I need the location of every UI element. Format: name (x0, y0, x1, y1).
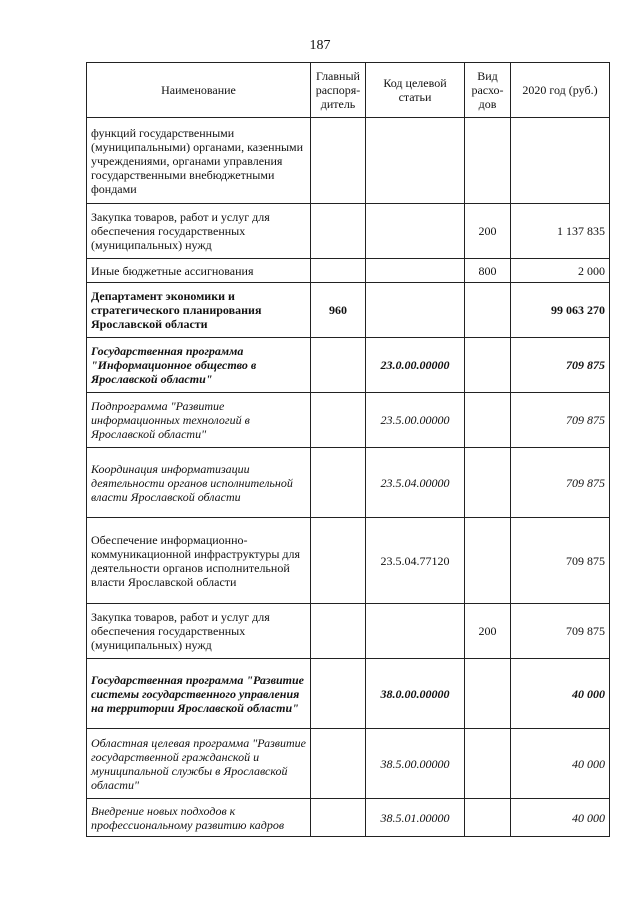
table-row (87, 338, 610, 393)
cell-type (465, 448, 511, 518)
cell-type (465, 393, 511, 448)
cell-code: 23.5.00.00000 (366, 393, 465, 448)
cell-code: 38.5.01.00000 (366, 799, 465, 837)
cell-code: 23.5.04.77120 (366, 518, 465, 604)
cell-code (366, 204, 465, 259)
header-type: Вид расхо-дов (465, 63, 511, 118)
cell-type (465, 338, 511, 393)
cell-amount: 709 875 (511, 518, 610, 604)
cell-code: 23.0.00.00000 (366, 338, 465, 393)
cell-type: 200 (465, 604, 511, 659)
cell-amount: 40 000 (511, 659, 610, 729)
cell-admin (311, 448, 366, 518)
table-row (87, 659, 610, 729)
cell-type (465, 118, 511, 204)
cell-admin: 960 (311, 283, 366, 338)
cell-amount: 40 000 (511, 729, 610, 799)
cell-name: Закупка товаров, работ и услуг для обеспечения государственных (муниципальных) нужд (87, 204, 311, 259)
header-admin: Главный распоря-дитель (311, 63, 366, 118)
table-header-row (87, 63, 610, 118)
table-row (87, 729, 610, 799)
cell-admin (311, 204, 366, 259)
cell-code (366, 118, 465, 204)
table-row (87, 259, 610, 283)
cell-code (366, 283, 465, 338)
cell-amount: 40 000 (511, 799, 610, 837)
header-amount: 2020 год (руб.) (511, 63, 610, 118)
cell-amount: 99 063 270 (511, 283, 610, 338)
cell-code: 23.5.04.00000 (366, 448, 465, 518)
cell-name: Областная целевая программа "Развитие государственной гражданской и муниципальной службы в Ярославской области" (87, 729, 311, 799)
table-row (87, 448, 610, 518)
cell-type (465, 283, 511, 338)
table-row (87, 799, 610, 837)
table-row (87, 604, 610, 659)
cell-type (465, 799, 511, 837)
cell-type: 800 (465, 259, 511, 283)
cell-name: Государственная программа "Информационное общество в Ярославской области" (87, 338, 311, 393)
header-code: Код целевой статьи (366, 63, 465, 118)
cell-amount: 709 875 (511, 448, 610, 518)
cell-amount (511, 118, 610, 204)
cell-amount: 1 137 835 (511, 204, 610, 259)
table-row (87, 204, 610, 259)
page-number: 187 (309, 38, 331, 53)
cell-code: 38.5.00.00000 (366, 729, 465, 799)
table-row (87, 518, 610, 604)
cell-name: Иные бюджетные ассигнования (87, 259, 311, 283)
cell-admin (311, 659, 366, 729)
cell-name: Координация информатизации деятельности органов исполнительной власти Ярославской области (87, 448, 311, 518)
cell-admin (311, 518, 366, 604)
cell-admin (311, 259, 366, 283)
cell-name: Подпрограмма "Развитие информационных технологий в Ярославской области" (87, 393, 311, 448)
table-row (87, 283, 610, 338)
cell-admin (311, 604, 366, 659)
cell-amount: 709 875 (511, 393, 610, 448)
cell-amount: 2 000 (511, 259, 610, 283)
cell-admin (311, 338, 366, 393)
cell-name: функций государственными (муниципальными) органами, казенными учреждениями, органами управления государственными внебюджетными фондами (87, 118, 311, 204)
cell-name: Внедрение новых подходов к профессиональному развитию кадров (87, 799, 311, 837)
cell-admin (311, 799, 366, 837)
cell-code (366, 604, 465, 659)
cell-type: 200 (465, 204, 511, 259)
cell-name: Департамент экономики и стратегического планирования Ярославской области (87, 283, 311, 338)
budget-table (86, 62, 610, 837)
table-row (87, 118, 610, 204)
cell-amount: 709 875 (511, 604, 610, 659)
cell-admin (311, 118, 366, 204)
cell-type (465, 729, 511, 799)
cell-admin (311, 393, 366, 448)
cell-code: 38.0.00.00000 (366, 659, 465, 729)
cell-type (465, 659, 511, 729)
header-name: Наименование (87, 63, 311, 118)
cell-amount: 709 875 (511, 338, 610, 393)
cell-name: Государственная программа "Развитие системы государственного управления на территории Ярославской области" (87, 659, 311, 729)
cell-name: Обеспечение информационно-коммуникационной инфраструктуры для деятельности органов исполнительной власти Ярославской области (87, 518, 311, 604)
cell-admin (311, 729, 366, 799)
cell-name: Закупка товаров, работ и услуг для обеспечения государственных (муниципальных) нужд (87, 604, 311, 659)
table-row (87, 393, 610, 448)
cell-type (465, 518, 511, 604)
cell-code (366, 259, 465, 283)
